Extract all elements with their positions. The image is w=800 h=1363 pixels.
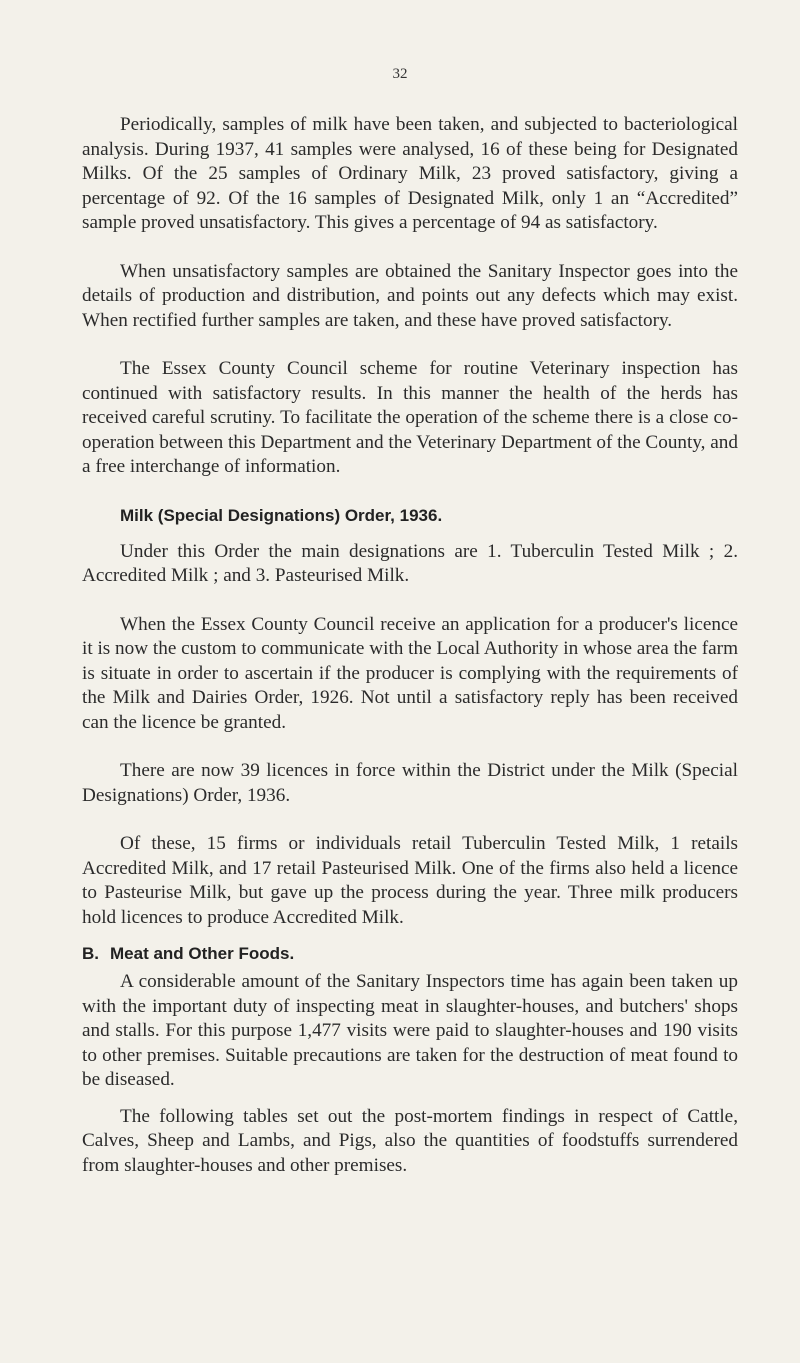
section-title: Meat and Other Foods. <box>110 944 295 963</box>
paragraph-producer-licence: When the Essex County Council receive an application for a producer's licence it is now the custom to communicate with the Local Authority in whose area the farm is situate in order to ascertain if the producer is complying with the requirements of the Milk and Dairies Order, 1926. Not until a satisfactory reply has been received can the licence be granted. <box>82 613 738 733</box>
paragraph-licence-breakdown: Of these, 15 firms or individuals retail Tuberculin Tested Milk, 1 retails Accredited Milk, and 17 retail Pasteurised Milk. One of the firms also held a licence to Pasteurise Milk, but gave up the process during the year. Three milk producers hold licences to produce Accredited Milk. <box>82 833 738 928</box>
page-number: 32 <box>392 66 408 82</box>
paragraph-post-mortem-tables: The following tables set out the post-mortem findings in respect of Cattle, Calves, Sheep and Lambs, and Pigs, also the quantities of foodstuffs surrendered from slaughter-houses and other premises. <box>82 1105 738 1176</box>
paragraph-veterinary-inspection: The Essex County Council scheme for routine Veterinary inspection has continued with satisfactory results. In this manner the health of the herds has received careful scrutiny. To facilitate the operation of the scheme there is a close co-operation between this Department and the Veterinary Department of the County, and a free interchange of information. <box>82 358 738 477</box>
paragraph-unsatisfactory-samples: When unsatisfactory samples are obtained the Sanitary Inspector goes into the details of production and distribution, and points out any defects which may exist. When rectified further samples are taken, and these have proved satisfactory. <box>82 260 738 331</box>
page-content <box>82 113 738 1178</box>
paragraph-main-designations: Under this Order the main designations are 1. Tuberculin Tested Milk ; 2. Accredited Milk ; and 3. Pasteurised Milk. <box>82 540 738 586</box>
paragraph-milk-sampling: Periodically, samples of milk have been taken, and subjected to bacteriological analysis. During 1937, 41 samples were analysed, 16 of these being for Designated Milks. Of the 25 samples of Ordinary Milk, 23 proved satisfactory, giving a percentage of 92. Of the 16 samples of Designated Milk, only 1 an “Accredited” sample proved unsatisfactory. This gives a percentage of 94 as satisfactory. <box>82 114 738 233</box>
heading-meat-and-other-foods <box>82 942 738 966</box>
paragraph-licences-in-force: There are now 39 licences in force within the District under the Milk (Special Designations) Order, 1936. <box>82 760 738 806</box>
paragraph-meat-inspection: A considerable amount of the Sanitary Inspectors time has again been taken up with the important duty of inspecting meat in slaughter-houses, and butchers' shops and stalls. For this purpose 1,477 visits were paid to slaughter-houses and 190 visits to other premises. Suitable precautions are taken for the destruction of meat found to be diseased. <box>82 971 738 1090</box>
section-letter: B. <box>82 944 99 963</box>
heading-milk-special-designations: Milk (Special Designations) Order, 1936. <box>120 505 443 525</box>
